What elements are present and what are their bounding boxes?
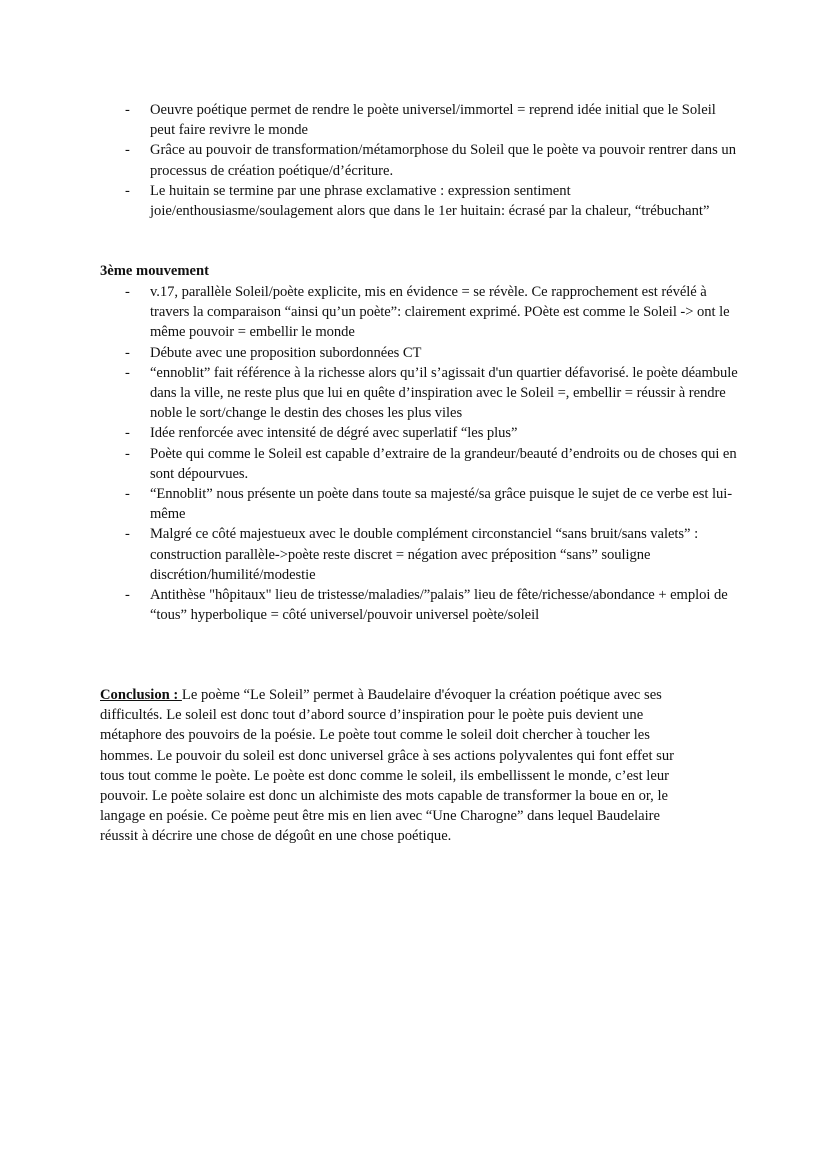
conclusion-label: Conclusion :	[100, 687, 182, 703]
bullet-item	[100, 585, 740, 625]
bullet-item	[100, 363, 740, 424]
bullet-item	[100, 181, 740, 221]
dash-bullet-icon: -	[125, 284, 130, 300]
conclusion-paragraph	[100, 685, 700, 847]
bullet-text: Oeuvre poétique permet de rendre le poète universel/immortel = reprend idée initial que le Soleil peut faire revivre le monde	[150, 102, 716, 139]
dash-bullet-icon: -	[125, 526, 130, 543]
bullet-item	[100, 282, 740, 343]
bullet-text: v.17, parallèle Soleil/poète explicite, mis en évidence = se révèle. Ce rapprochement est révélé à travers la comparaison “ainsi qu’un poète”: clairement exprimé. POète est comme le Soleil -> ont le même pouvoir = embellir le monde	[150, 284, 730, 341]
dash-bullet-icon: -	[125, 486, 130, 503]
dash-bullet-icon: -	[125, 364, 130, 381]
bullet-text: Le huitain se termine par une phrase exclamative : expression sentiment joie/enthousiasme/soulagement alors que dans le 1er huitain: écrasé par la chaleur, “trébuchant”	[150, 182, 710, 220]
bullet-item	[100, 484, 740, 524]
dash-bullet-icon: -	[125, 102, 130, 118]
bullet-text: “ennoblit” fait référence à la richesse alors qu’il s’agissait d'un quartier défavorisé. le poète déambule dans la ville, ne reste plus que lui en quête d’inspiration avec le Soleil =, embellir = réussir à rendre noble le sort/change le destin des choses les plus viles	[150, 364, 738, 422]
dash-bullet-icon: -	[125, 445, 130, 462]
bullet-text: Poète qui comme le Soleil est capable d’extraire de la grandeur/beauté d’endroits ou de choses qui en sont dépourvues.	[150, 445, 737, 482]
bullet-text: “Ennoblit” nous présente un poète dans toute sa majesté/sa grâce puisque le sujet de ce verbe est lui-même	[150, 486, 733, 523]
bullet-text: Antithèse "hôpitaux" lieu de tristesse/maladies/”palais” lieu de fête/richesse/abondance + emploi de “tous” hyperbolique = côté universel/pouvoir universel poète/soleil	[150, 587, 728, 624]
bullet-item	[100, 100, 740, 140]
dash-bullet-icon: -	[125, 344, 130, 361]
bullet-text: Grâce au pouvoir de transformation/métamorphose du Soleil que le poète va pouvoir rentrer dans un processus de création poétique/d’écriture.	[150, 142, 737, 179]
dash-bullet-icon: -	[125, 425, 130, 442]
dash-bullet-icon: -	[125, 142, 130, 159]
bullet-text: Malgré ce côté majestueux avec le double complément circonstanciel “sans bruit/sans valets” : construction parallèle->poète reste discret = négation avec préposition “sans” souligne discrétion/humilité/modestie	[150, 526, 699, 583]
bullet-item	[100, 423, 740, 443]
bullet-item	[100, 444, 740, 484]
bullet-item	[100, 343, 740, 363]
bullet-item	[100, 524, 740, 585]
third-movement-bullet-list	[100, 282, 740, 625]
dash-bullet-icon: -	[125, 587, 130, 604]
bullet-text: Débute avec une proposition subordonnées CT	[150, 344, 422, 361]
bullet-text: Idée renforcée avec intensité de dégré avec superlatif “les plus”	[150, 425, 518, 442]
section-heading-3eme-mouvement: 3ème mouvement	[100, 263, 210, 279]
dash-bullet-icon: -	[125, 182, 130, 199]
bullet-item	[100, 140, 740, 180]
previous-movement-bullet-list	[100, 100, 740, 221]
conclusion-text: Le poème “Le Soleil” permet à Baudelaire d'évoquer la création poétique avec ses difficultés. Le soleil est donc tout d’abord source d’inspiration pour le poète puis devient une métaphore des pouvoirs de la poésie. Le poète tout comme le soleil doit chercher à toucher les hommes. Le pouvoir du soleil est donc universel grâce à ses actions polyvalentes qui font effet sur tous tout comme le poète. Le poète est donc comme le soleil, ils embellissent le monde, c’est leur pouvoir. Le poète solaire est donc un alchimiste des mots capable de transformer la boue en or, le langage en poésie. Ce poème peut être mis en lien avec “Une Charogne” dans lequel Baudelaire réussit à décrire une chose de dégoût en une chose poétique.	[100, 687, 675, 845]
